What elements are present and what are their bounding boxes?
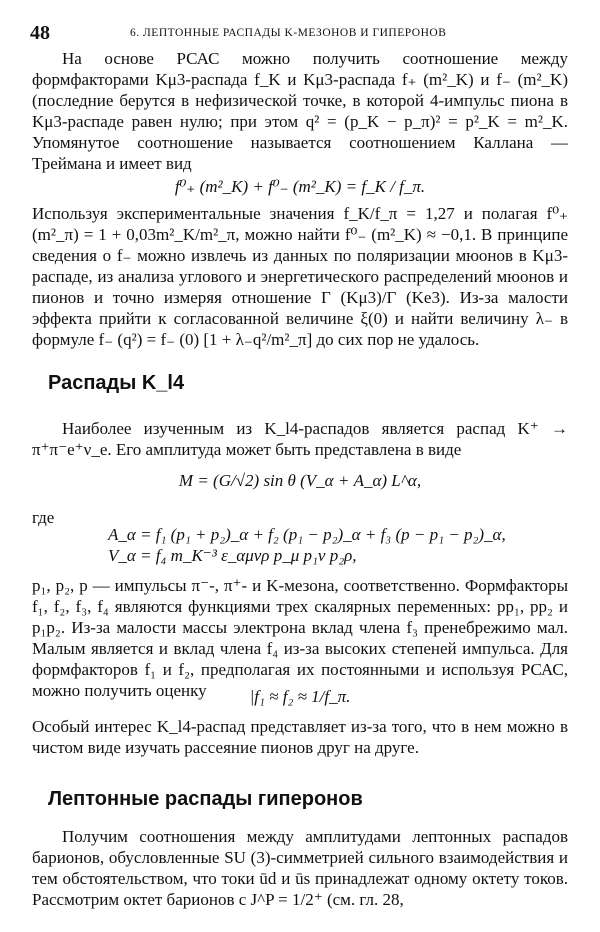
paragraph-6: Получим соотношения между амплитудами лептонных распадов барионов, обусловленные SU (3)-симметрией сильного взаимодействия и тем обстоятельством, что токи ūd и ūs принадлежат одному октету токов. Рассмотрим октет барионов с J^P = 1/2⁺ (см. гл. 28,	[32, 827, 568, 909]
formula-estimate: |f₁ ≈ f₂ ≈ 1/f_π.	[249, 687, 351, 706]
formula-callan-treiman: f⁰₊ (m²_K) + f⁰₋ (m²_K) = f_K / f_π.	[174, 177, 426, 196]
page-number: 48	[30, 22, 50, 44]
where-word: где	[32, 508, 55, 527]
paragraph-1: На основе РСАС можно получить соотношение между формфакторами Kμ3-распада f_K и Kμ3-распада f₊ (m²_K) и f₋ (m²_K) (последние берутся в нефизической точке, в которой 4-импульс пиона в Kμ3-распаде равен нулю; при этом q² = (p_K − p_π)² = p²_K = m²_K. Упомянутое соотношение называется соотношением Каллана — Треймана и имеет вид	[32, 49, 568, 173]
formula-amplitude: M = (G/√2) sin θ (V_α + A_α) L^α,	[178, 471, 422, 490]
section-heading-kl4: Распады K_l4	[48, 372, 185, 394]
formula-axial-current: A_α = f₁ (p₁ + p₂)_α + f₂ (p₁ − p₂)_α + f₃ (p − p₁ − p₂)_α,	[108, 525, 506, 544]
paragraph-2: Используя экспериментальные значения f_K/f_π = 1,27 и полагая f⁰₊ (m²_π) = 1 + 0,03m²_K/m²_π, можно найти f⁰₋ (m²_K) ≈ −0,1. В принципе сведения о f₋ можно извлечь из данных по поляризации мюонов в Kμ3-распаде, из анализа углового и энергетического распределений мюонов и пионов и точно измеряя отношение Γ (Kμ3)/Γ (Ke3). Из-за малости эффекта прийти к согласованной величине ξ(0) и найти величину λ₋ в формуле f₋ (q²) = f₋ (0) [1 + λ₋q²/m²_π] до сих пор не удалось.	[32, 204, 568, 349]
section-heading-hyperons: Лептонные распады гиперонов	[48, 788, 363, 810]
paragraph-3: Наиболее изученным из K_l4-распадов является распад K⁺ → π⁺π⁻e⁺ν_e. Его амплитуда может быть представлена в виде	[32, 419, 568, 459]
paragraph-5: Особый интерес K_l4-распад представляет из-за того, что в нем можно в чистом виде изучать рассеяние пионов друг на друге.	[32, 717, 568, 757]
running-title: 6. ЛЕПТОННЫЕ РАСПАДЫ K-МЕЗОНОВ И ГИПЕРОНОВ	[130, 27, 447, 39]
page-header	[30, 22, 570, 48]
formula-vector-current: V_α = f₄ m_K⁻³ ε_αμνρ p_μ p₁ν p₂ρ,	[108, 546, 357, 565]
paragraph-4: p₁, p₂, p — импульсы π⁻-, π⁺- и K-мезона, соответственно. Формфакторы f₁, f₂, f₃, f₄ являются функциями трех скалярных переменных: pp₁, pp₂ и p₁p₂. Из-за малости массы электрона вклад члена f₃ пренебрежимо мал. Малым является и вклад члена f₄ из-за высоких степеней импульса. Для формфакторов f₁ и f₂, предполагая их постоянными и используя РСАС, можно получить оценку	[32, 576, 568, 700]
